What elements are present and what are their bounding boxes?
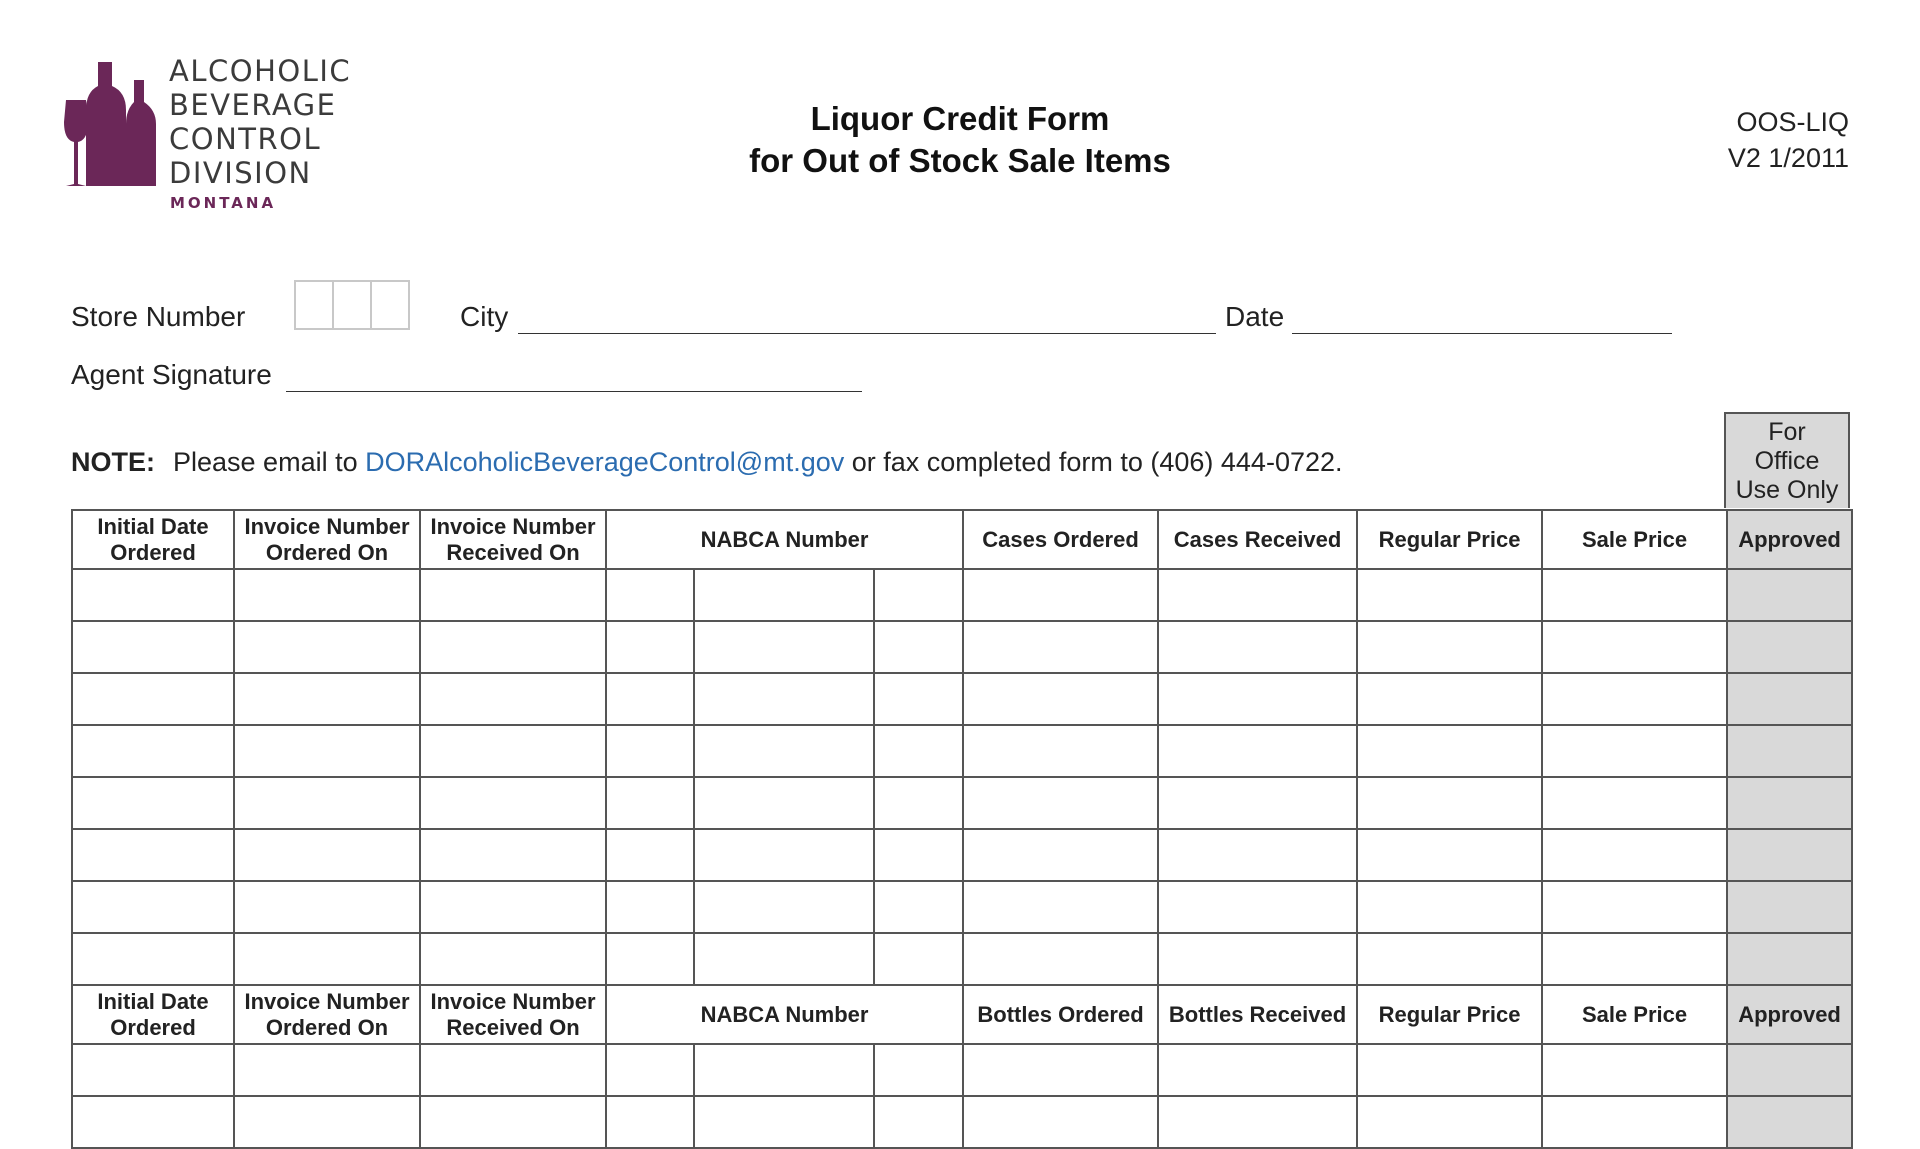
nabca-cell-3[interactable] — [874, 673, 963, 725]
header-initial-date: Initial Date Ordered — [72, 510, 234, 569]
date-label: Date — [1225, 301, 1285, 332]
agent-signature-field[interactable] — [286, 391, 862, 392]
ordered-cell[interactable] — [963, 569, 1158, 621]
nabca-cell-3[interactable] — [874, 777, 963, 829]
nabca-cell-3[interactable] — [874, 569, 963, 621]
agent-signature-label: Agent Signature — [71, 359, 272, 390]
invoice-received-cell[interactable] — [420, 725, 606, 777]
approved-cell[interactable] — [1727, 829, 1852, 881]
sale-price-cell[interactable] — [1542, 1044, 1727, 1096]
logo-wordmark — [169, 54, 351, 190]
nabca-cell-2[interactable] — [694, 1096, 874, 1148]
nabca-cell-1[interactable] — [606, 777, 694, 829]
regular-price-cell[interactable] — [1357, 725, 1542, 777]
invoice-received-cell[interactable] — [420, 1096, 606, 1148]
note-text-before: Please email to — [173, 447, 358, 477]
nabca-cell-3[interactable] — [874, 725, 963, 777]
nabca-cell-1[interactable] — [606, 933, 694, 985]
invoice-received-cell[interactable] — [420, 569, 606, 621]
sale-price-cell[interactable] — [1542, 933, 1727, 985]
nabca-cell-3[interactable] — [874, 621, 963, 673]
approved-cell[interactable] — [1727, 1096, 1852, 1148]
bottles-header-row — [72, 985, 1852, 1044]
header-sale-price: Sale Price — [1542, 510, 1727, 569]
nabca-cell-1[interactable] — [606, 673, 694, 725]
sale-price-cell[interactable] — [1542, 725, 1727, 777]
nabca-cell-3[interactable] — [874, 1044, 963, 1096]
header-invoice-ordered: Invoice Number Ordered On — [234, 510, 420, 569]
nabca-cell-2[interactable] — [694, 621, 874, 673]
initial-date-cell[interactable] — [72, 1096, 234, 1148]
store-number-label: Store Number — [71, 301, 246, 332]
city-label: City — [460, 301, 509, 332]
nabca-cell-1[interactable] — [606, 1096, 694, 1148]
ordered-cell[interactable] — [963, 621, 1158, 673]
nabca-cell-2[interactable] — [694, 1044, 874, 1096]
regular-price-cell[interactable] — [1357, 829, 1542, 881]
initial-date-cell[interactable] — [72, 725, 234, 777]
office-use-header — [1724, 412, 1850, 508]
table-row — [72, 569, 1852, 621]
ordered-cell[interactable] — [963, 777, 1158, 829]
invoice-ordered-cell[interactable] — [234, 1096, 420, 1148]
form-title — [640, 98, 1280, 182]
cases-header-row — [72, 510, 1852, 569]
division-logo — [64, 52, 384, 222]
invoice-ordered-cell[interactable] — [234, 829, 420, 881]
sale-price-cell[interactable] — [1542, 569, 1727, 621]
header-invoice-received: Invoice Number Received On — [420, 985, 606, 1044]
approved-cell[interactable] — [1727, 1044, 1852, 1096]
sale-price-cell[interactable] — [1542, 777, 1727, 829]
nabca-cell-1[interactable] — [606, 725, 694, 777]
approved-cell[interactable] — [1727, 621, 1852, 673]
table-row — [72, 1096, 1852, 1148]
header-regular-price: Regular Price — [1357, 985, 1542, 1044]
credit-table — [71, 509, 1853, 1149]
nabca-cell-1[interactable] — [606, 1044, 694, 1096]
note-text-after: or fax completed form to (406) 444-0722. — [851, 447, 1343, 477]
ordered-cell[interactable] — [963, 1096, 1158, 1148]
logo-line: CONTROL — [169, 122, 322, 156]
initial-date-cell[interactable] — [72, 621, 234, 673]
nabca-cell-1[interactable] — [606, 569, 694, 621]
nabca-cell-2[interactable] — [694, 569, 874, 621]
invoice-ordered-cell[interactable] — [234, 569, 420, 621]
nabca-cell-2[interactable] — [694, 881, 874, 933]
regular-price-cell[interactable] — [1357, 1044, 1542, 1096]
nabca-cell-3[interactable] — [874, 1096, 963, 1148]
invoice-ordered-cell[interactable] — [234, 1044, 420, 1096]
initial-date-cell[interactable] — [72, 569, 234, 621]
invoice-received-cell[interactable] — [420, 777, 606, 829]
header-initial-date: Initial Date Ordered — [72, 985, 234, 1044]
office-use-line: Use Only — [1735, 476, 1839, 504]
email-link[interactable]: DORAlcoholicBeverageControl@mt.gov — [365, 447, 845, 477]
sale-price-cell[interactable] — [1542, 673, 1727, 725]
form-code — [1728, 104, 1849, 176]
ordered-cell[interactable] — [963, 881, 1158, 933]
header-regular-price: Regular Price — [1357, 510, 1542, 569]
approved-cell[interactable] — [1727, 777, 1852, 829]
header-approved: Approved — [1727, 985, 1852, 1044]
form-code-id: OOS-LIQ — [1736, 107, 1849, 137]
regular-price-cell[interactable] — [1357, 673, 1542, 725]
invoice-ordered-cell[interactable] — [234, 933, 420, 985]
ordered-cell[interactable] — [963, 1044, 1158, 1096]
received-cell[interactable] — [1158, 725, 1357, 777]
invoice-received-cell[interactable] — [420, 933, 606, 985]
office-use-line: For — [1768, 418, 1806, 446]
nabca-cell-3[interactable] — [874, 933, 963, 985]
invoice-received-cell[interactable] — [420, 1044, 606, 1096]
initial-date-cell[interactable] — [72, 1044, 234, 1096]
store-number-boxes — [294, 280, 408, 330]
invoice-ordered-cell[interactable] — [234, 621, 420, 673]
received-cell[interactable] — [1158, 1044, 1357, 1096]
logo-line: BEVERAGE — [169, 88, 337, 122]
approved-cell[interactable] — [1727, 569, 1852, 621]
store-number-digit-1[interactable] — [294, 280, 334, 330]
nabca-cell-1[interactable] — [606, 881, 694, 933]
nabca-cell-1[interactable] — [606, 829, 694, 881]
received-cell[interactable] — [1158, 933, 1357, 985]
table-row — [72, 829, 1852, 881]
form-title-line-1: Liquor Credit Form — [810, 100, 1110, 137]
approved-cell[interactable] — [1727, 881, 1852, 933]
header-nabca-number: NABCA Number — [606, 985, 963, 1044]
header-cases-ordered: Cases Ordered — [963, 510, 1158, 569]
note — [71, 447, 1343, 478]
table-row — [72, 621, 1852, 673]
received-cell[interactable] — [1158, 569, 1357, 621]
nabca-cell-3[interactable] — [874, 881, 963, 933]
logo-state: MONTANA — [170, 194, 277, 212]
nabca-cell-3[interactable] — [874, 829, 963, 881]
received-cell[interactable] — [1158, 1096, 1357, 1148]
table-row — [72, 725, 1852, 777]
initial-date-cell[interactable] — [72, 777, 234, 829]
received-cell[interactable] — [1158, 829, 1357, 881]
approved-cell[interactable] — [1727, 725, 1852, 777]
received-cell[interactable] — [1158, 881, 1357, 933]
form-version: V2 1/2011 — [1727, 143, 1849, 173]
header-bottles-ordered: Bottles Ordered — [963, 985, 1158, 1044]
header-sale-price: Sale Price — [1542, 985, 1727, 1044]
invoice-ordered-cell[interactable] — [234, 777, 420, 829]
sale-price-cell[interactable] — [1542, 1096, 1727, 1148]
logo-line: DIVISION — [169, 156, 312, 190]
approved-cell[interactable] — [1727, 673, 1852, 725]
logo-line: ALCOHOLIC — [169, 54, 352, 88]
table-row — [72, 673, 1852, 725]
nabca-cell-2[interactable] — [694, 673, 874, 725]
sale-price-cell[interactable] — [1542, 829, 1727, 881]
date-field[interactable] — [1292, 333, 1672, 334]
nabca-cell-2[interactable] — [694, 725, 874, 777]
invoice-ordered-cell[interactable] — [234, 881, 420, 933]
nabca-cell-1[interactable] — [606, 621, 694, 673]
initial-date-cell[interactable] — [72, 881, 234, 933]
store-number-digit-2[interactable] — [332, 280, 372, 330]
ordered-cell[interactable] — [963, 725, 1158, 777]
invoice-ordered-cell[interactable] — [234, 673, 420, 725]
nabca-cell-2[interactable] — [694, 829, 874, 881]
invoice-received-cell[interactable] — [420, 621, 606, 673]
header-invoice-ordered: Invoice Number Ordered On — [234, 985, 420, 1044]
regular-price-cell[interactable] — [1357, 933, 1542, 985]
regular-price-cell[interactable] — [1357, 621, 1542, 673]
ordered-cell[interactable] — [963, 829, 1158, 881]
form-title-line-2: for Out of Stock Sale Items — [749, 142, 1171, 179]
approved-cell[interactable] — [1727, 933, 1852, 985]
regular-price-cell[interactable] — [1357, 569, 1542, 621]
initial-date-cell[interactable] — [72, 933, 234, 985]
sale-price-cell[interactable] — [1542, 881, 1727, 933]
invoice-received-cell[interactable] — [420, 673, 606, 725]
header-bottles-received: Bottles Received — [1158, 985, 1357, 1044]
office-use-line: Office — [1754, 447, 1820, 475]
table-row — [72, 881, 1852, 933]
sale-price-cell[interactable] — [1542, 621, 1727, 673]
store-number-digit-3[interactable] — [370, 280, 410, 330]
table-row — [72, 1044, 1852, 1096]
regular-price-cell[interactable] — [1357, 777, 1542, 829]
regular-price-cell[interactable] — [1357, 881, 1542, 933]
received-cell[interactable] — [1158, 621, 1357, 673]
header-approved: Approved — [1727, 510, 1852, 569]
nabca-cell-2[interactable] — [694, 777, 874, 829]
initial-date-cell[interactable] — [72, 829, 234, 881]
invoice-received-cell[interactable] — [420, 881, 606, 933]
initial-date-cell[interactable] — [72, 673, 234, 725]
header-invoice-received: Invoice Number Received On — [420, 510, 606, 569]
received-cell[interactable] — [1158, 673, 1357, 725]
bottles-logo-icon — [64, 62, 164, 194]
note-label: NOTE: — [71, 447, 155, 477]
invoice-ordered-cell[interactable] — [234, 725, 420, 777]
header-nabca-number: NABCA Number — [606, 510, 963, 569]
regular-price-cell[interactable] — [1357, 1096, 1542, 1148]
ordered-cell[interactable] — [963, 673, 1158, 725]
ordered-cell[interactable] — [963, 933, 1158, 985]
nabca-cell-2[interactable] — [694, 933, 874, 985]
city-field[interactable] — [518, 333, 1216, 334]
header-cases-received: Cases Received — [1158, 510, 1357, 569]
received-cell[interactable] — [1158, 777, 1357, 829]
invoice-received-cell[interactable] — [420, 829, 606, 881]
table-row — [72, 777, 1852, 829]
table-row — [72, 933, 1852, 985]
